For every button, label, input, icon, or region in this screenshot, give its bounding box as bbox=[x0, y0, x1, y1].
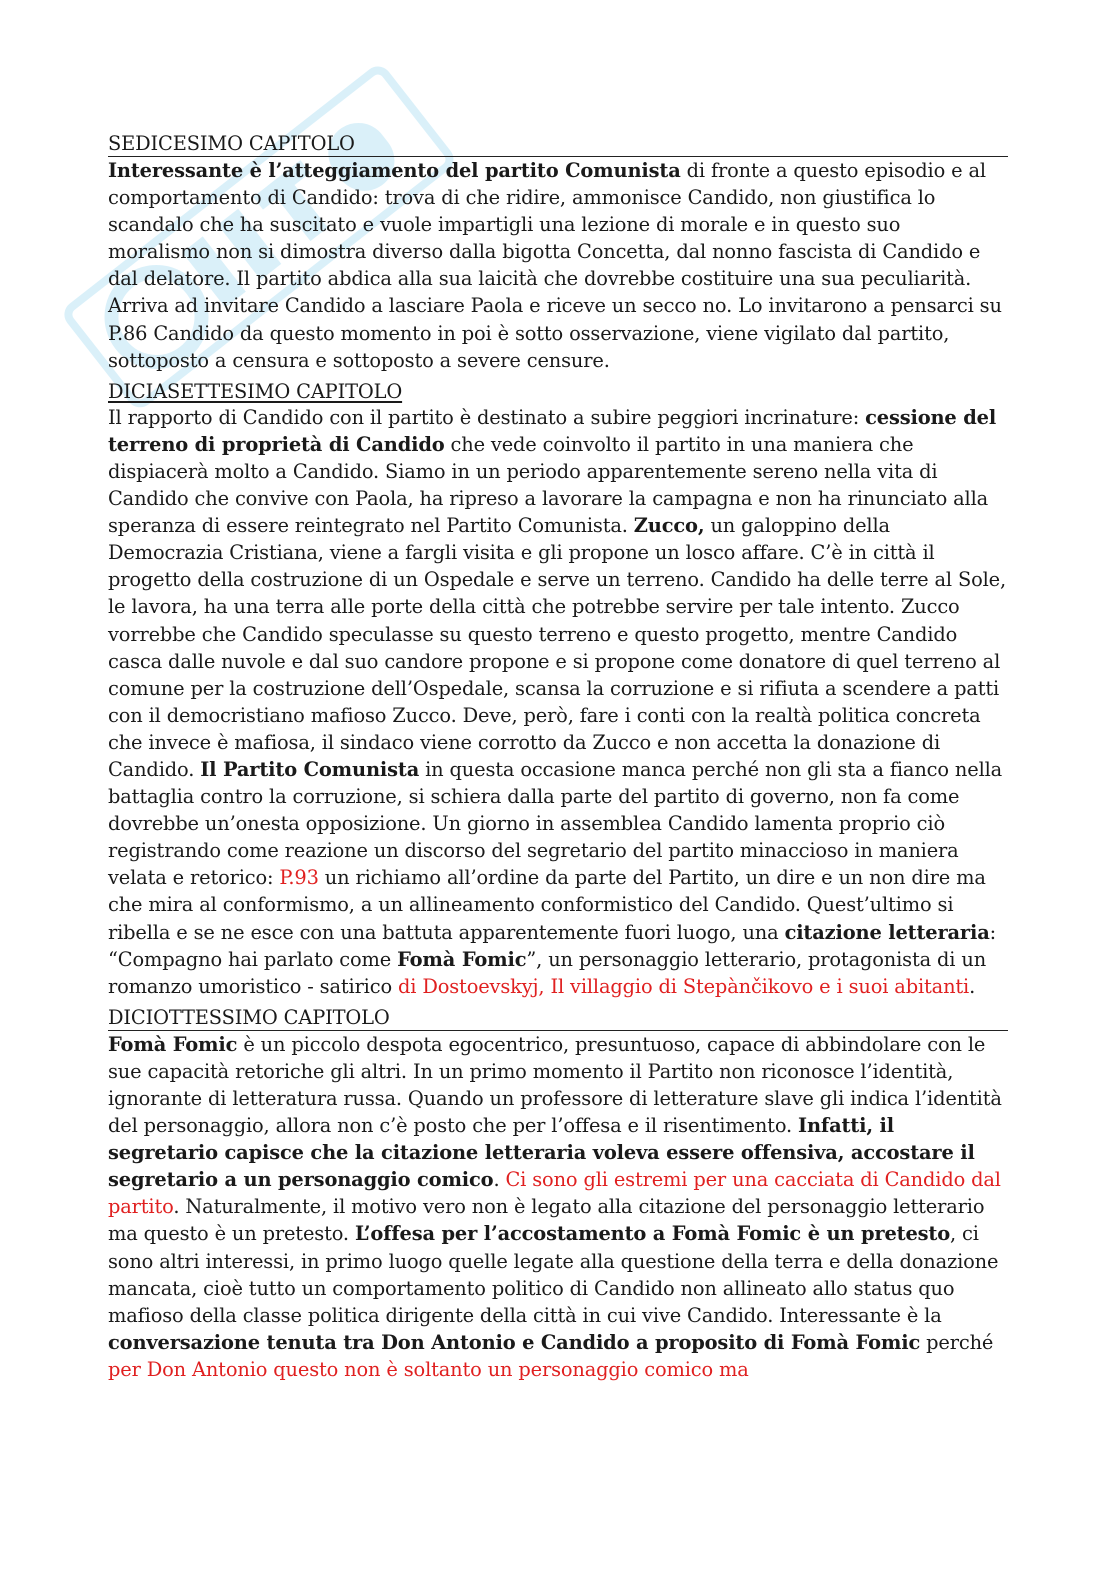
section-paragraph-18 bbox=[108, 1031, 1008, 1383]
highlighted-phrase: P.93 bbox=[279, 866, 319, 890]
section-paragraph-17 bbox=[108, 404, 1008, 1000]
bold-phrase: Il Partito Comunista bbox=[200, 757, 420, 781]
bold-phrase: Infatti, il segretario capisce che la citazione letteraria voleva essere offensiva, accostare il segretario a un personaggio comico bbox=[108, 1114, 975, 1192]
text-run: . bbox=[493, 1168, 506, 1192]
bold-phrase: Fomà Fomic bbox=[108, 1032, 238, 1056]
text-run: in questa occasione manca perché non gli sta a fianco nella battaglia contro la corruzione, si schiera dalla parte del partito di governo, non fa come dovrebbe un’onesta opposizione. Un giorno in assemblea Candido lamenta proprio ciò registrando come reazione un discorso del segretario del partito minaccioso in maniera velata e retorico: bbox=[108, 757, 1003, 890]
text-run: un richiamo all’ordine da parte del Partito, un dire e un non dire ma che mira al conformismo, a un allineamento conformistico del Candido. Quest’ultimo si ribella e se ne esce con una battuta apparentemente fuori luogo, una bbox=[108, 866, 986, 944]
text-run: Il rapporto di Candido con il partito è destinato a subire peggiori incrinature: bbox=[108, 405, 866, 429]
text-run: . Naturalmente, il motivo vero non è legato alla citazione del personaggio letterario ma questo è un pretesto. bbox=[108, 1195, 985, 1246]
section-heading-18: DICIOTTESSIMO CAPITOLO bbox=[108, 1006, 1008, 1031]
document-page bbox=[108, 128, 1008, 1389]
highlighted-phrase: di Dostoevskyj, Il villaggio di Stepànčikovo e i suoi abitanti bbox=[398, 974, 970, 998]
highlighted-phrase: per Don Antonio questo non è soltanto un personaggio comico ma bbox=[108, 1357, 749, 1381]
bold-phrase: citazione letteraria bbox=[784, 920, 990, 944]
section-heading-17: DICIASETTESIMO CAPITOLO bbox=[108, 379, 403, 403]
text-run: di fronte a questo episodio e al comportamento di Candido: trova di che ridire, ammonisce Candido, non giustifica lo scandalo che ha suscitato e vuole impartigli una lezione di morale e in questo suo moralismo non si dimostra diverso dalla bigotta Concetta, dal nonno fascista di Candido e dal delatore. Il partito abdica alla sua laicità che dovrebbe costituire una sua peculiarità. Arriva ad invitare Candido a lasciare Paola e riceve un secco no. Lo invitarono a pensarci su P.86 Candido da questo momento in poi è sotto osservazione, viene vigilato dal partito, sottoposto a censura e sottoposto a severe censure. bbox=[108, 159, 1002, 372]
bold-phrase: Interessante è l’atteggiamento del partito Comunista bbox=[108, 159, 681, 182]
section-paragraph-16 bbox=[108, 157, 1008, 374]
text-run: è un piccolo despota egocentrico, presuntuoso, capace di abbindolare con le sue capacità retoriche gli altri. In un primo momento il Partito non riconosce l’identità, ignorante di letteratura russa. Quando un professore di letterature slave gli indica l’identità del personaggio, allora non c’è posto che per l’offesa e il risentimento. bbox=[108, 1032, 1002, 1138]
highlighted-phrase: Ci sono gli estremi per una cacciata di Candido dal partito bbox=[108, 1168, 1001, 1219]
bold-phrase: conversazione tenuta tra Don Antonio e Candido a proposito di Fomà Fomic bbox=[108, 1330, 921, 1354]
text-run: un galoppino della Democrazia Cristiana, viene a fargli visita e gli propone un losco affare. C’è in città il progetto della costruzione di un Ospedale e serve un terreno. Candido ha delle terre al Sole, le lavora, ha una terra alle porte della città che potrebbe servire per tale intento. Zucco vorrebbe che Candido speculasse su questo terreno e questo progetto, mentre Candido casca dalle nuvole e dal suo candore propone e si propone come donatore di quel terreno al comune per la costruzione dell’Ospedale, scansa la corruzione e si rifiuta a scendere a patti con il democristiano mafioso Zucco. Deve, però, fare i conti con la realtà politica concreta che invece è mafiosa, il sindaco viene corrotto da Zucco e non accetta la donazione di Candido. bbox=[108, 514, 1007, 781]
text-run: : “Compagno hai parlato come bbox=[108, 920, 997, 971]
bold-phrase: cessione del terreno di proprietà di Candido bbox=[108, 405, 997, 456]
section-heading-16: SEDICESIMO CAPITOLO bbox=[108, 132, 1008, 157]
text-run: , ci sono altri interessi, in primo luogo quelle legate alla questione della terra e della donazione mancata, cioè tutto un comportamento politico di Candido non allineato allo status quo mafioso della classe politica dirigente della città in cui vive Candido. Interessante è la bbox=[108, 1222, 999, 1327]
bold-phrase: Zucco, bbox=[633, 514, 705, 538]
bold-phrase: L’offesa per l’accostamento a Fomà Fomic è un pretesto bbox=[354, 1222, 950, 1246]
text-run: perché bbox=[920, 1330, 994, 1354]
text-run: ”, un personaggio letterario, protagonista di un romanzo umoristico - satirico bbox=[108, 947, 987, 998]
text-run: . bbox=[969, 974, 976, 998]
bold-phrase: Fomà Fomic bbox=[397, 947, 527, 971]
text-run: che vede coinvolto il partito in una maniera che dispiacerà molto a Candido. Siamo in un periodo apparentemente sereno nella vita di Candido che convive con Paola, ha ripreso a lavorare la campagna e non ha rinunciato alla speranza di essere reintegrato nel Partito Comunista. bbox=[108, 432, 989, 538]
